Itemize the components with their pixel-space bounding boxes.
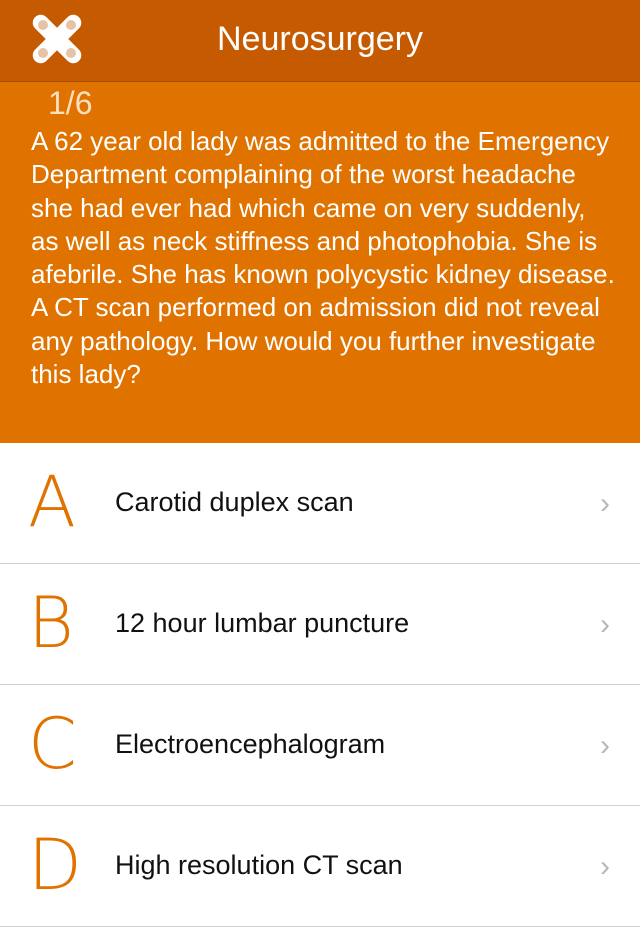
question-text: A 62 year old lady was admitted to the Emergency Department complaining of the worst headache she had ever had which came on very suddenly, as well as neck stiffness and photophobia. She is afebrile. She has known polycystic kidney disease. A CT scan performed on admission did not reveal any pathology. How would you further investigate this lady? [31,126,615,390]
answer-text: Electroencephalogram [115,729,386,759]
answer-text: 12 hour lumbar puncture [115,608,410,638]
chevron-right-icon: › [600,487,610,520]
answer-letter: B [28,582,74,664]
question-counter: 1/6 [48,85,93,121]
answer-option-a[interactable] [0,443,640,564]
nav-bar [0,0,640,82]
chevron-right-icon: › [600,850,610,883]
chevron-right-icon: › [600,729,610,762]
answer-text: Carotid duplex scan [115,487,354,517]
answer-list [0,443,640,927]
answer-text: High resolution CT scan [115,850,403,880]
answer-letter: A [28,461,76,543]
answer-letter: D [28,824,82,906]
answer-option-d[interactable] [0,806,640,927]
chevron-right-icon: › [600,608,610,641]
answer-option-c[interactable] [0,685,640,806]
answer-option-b[interactable] [0,564,640,685]
answer-letter: C [28,703,77,785]
page-title: Neurosurgery [217,20,423,58]
